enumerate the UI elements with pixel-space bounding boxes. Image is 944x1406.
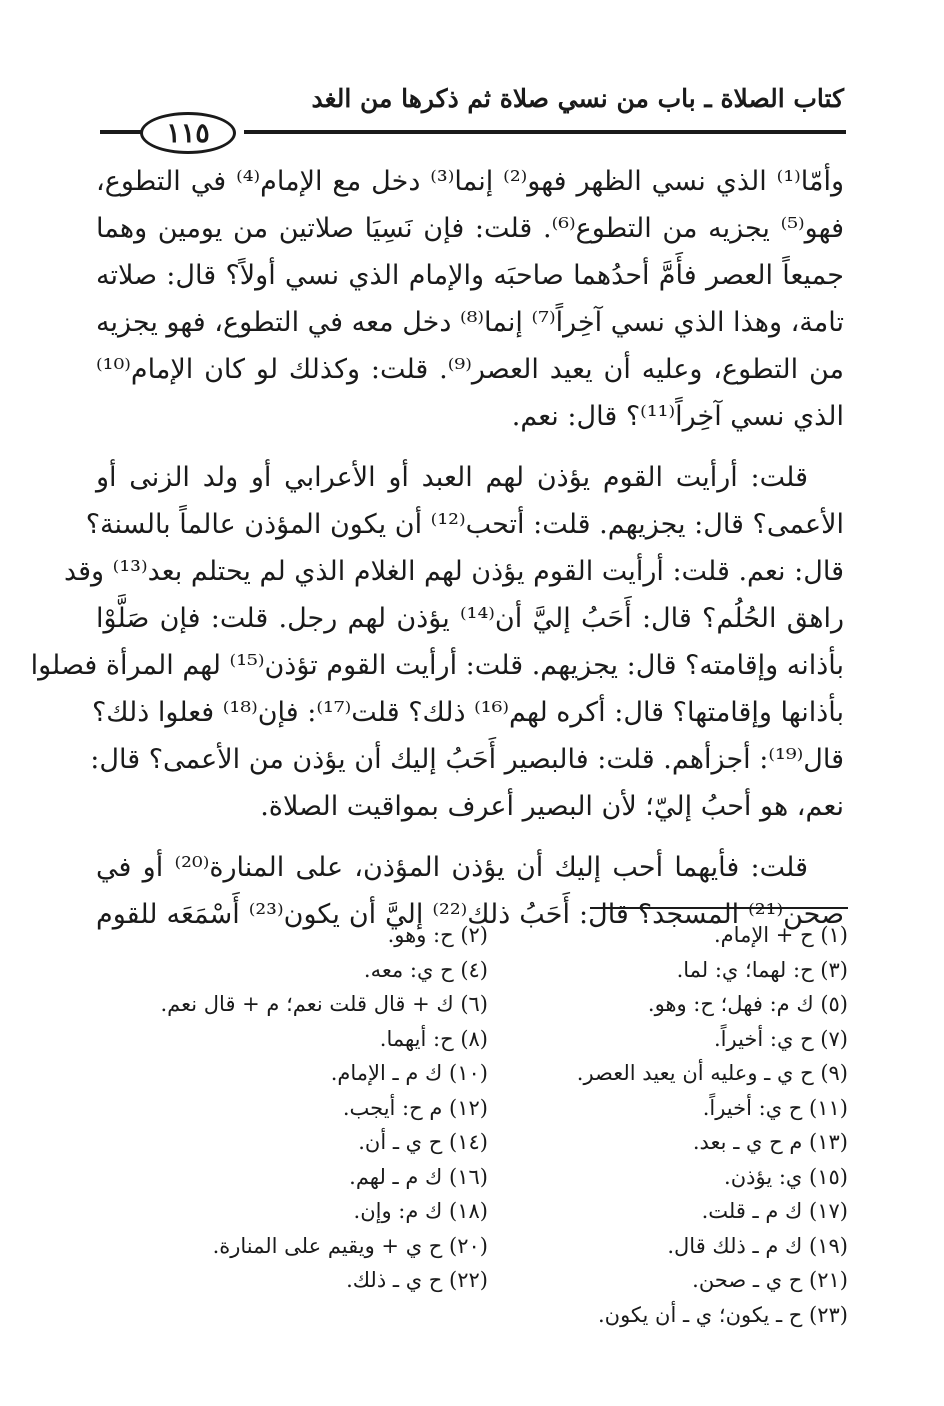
text-line: راهق الحُلُم؟ قال: أَحَبُ إليَّ أن⁽¹⁴⁾ يؤذن لهم رجل. قلت: فإن صَلَّوْا (96, 603, 844, 634)
text-line: الأعمى؟ قال: يجزيهم. قلت: أتحب⁽¹²⁾ أن يكون المؤذن عالماً بالسنة؟ (85, 509, 844, 540)
text-line: قلت: فأيهما أحب إليك أن يؤذن المؤذن، على المنارة⁽²⁰⁾ أو في (96, 852, 808, 883)
text-line: فهو⁽⁵⁾ يجزيه من التطوع⁽⁶⁾. قلت: فإن نَسِيَا صلاتين من يومين وهما (96, 213, 844, 244)
footnotes-left-column (148, 918, 488, 1298)
header-rule (244, 130, 846, 134)
paragraph-1 (96, 158, 844, 440)
footnote: (١٥) ي: يؤذن. (724, 1164, 848, 1189)
footnote: (٥) ك م: فهل؛ ح: وهو. (647, 992, 848, 1016)
footnote: (١٠) ك م ـ الإمام. (330, 1061, 488, 1085)
text-line: من التطوع، وعليه أن يعيد العصر⁽⁹⁾. قلت: وكذلك لو كان الإمام⁽¹⁰⁾ (96, 354, 844, 385)
footnote: (٢٣) ح ـ يكون؛ ي ـ أن يكون. (597, 1302, 848, 1327)
footnote: (١٧) ك م ـ قلت. (701, 1199, 848, 1223)
footnote: (٢٢) ح ي ـ ذلك. (346, 1268, 488, 1292)
footnote: (١) ح + الإمام. (714, 923, 848, 947)
text-line: نعم، هو أحبُ إليّ؛ لأن البصير أعرف بمواقيت الصلاة. (260, 791, 844, 822)
footnote: (٢٠) ح ي + ويقيم على المنارة. (212, 1233, 488, 1258)
text-line: صحن⁽²¹⁾ المسجد؟ قال: أَحَبُ ذلك⁽²²⁾ إليَّ أن يكون⁽²³⁾ أَسْمَعَه للقوم (96, 899, 844, 930)
footnote: (١٣) م ح ي ـ بعد. (692, 1130, 848, 1154)
footnote: (٩) ح ي ـ وعليه أن يعيد العصر. (576, 1061, 848, 1085)
text-line: قال⁽¹⁹⁾: أجزأهم. قلت: فالبصير أَحَبُ إليك أن يؤذن من الأعمى؟ قال: (90, 744, 844, 775)
running-head-title: كتاب الصلاة ـ باب من نسي صلاة ثم ذكرها من الغد (311, 84, 844, 113)
text-line: الذي نسي آخِراً⁽¹¹⁾؟ قال: نعم. (511, 401, 844, 432)
text-line: تامة، وهذا الذي نسي آخِراً⁽⁷⁾ إنما⁽⁸⁾ دخل معه في التطوع، فهو يجزيه (96, 307, 844, 338)
footnote: (٤) ح ي: معه. (363, 957, 488, 982)
paragraph-2 (30, 454, 844, 830)
footnote: (١١) ح ي: أخيراً. (702, 1095, 848, 1120)
footnote: (٢١) ح ي ـ صحن. (692, 1268, 848, 1292)
text-line: قلت: أرأيت القوم يؤذن لهم العبد أو الأعرابي أو ولد الزنى أو (96, 462, 808, 493)
text-line: بأذانه وإقامته؟ قال: يجزيهم. قلت: أرأيت القوم تؤذن⁽¹⁵⁾ لهم المرأة فصلوا (30, 650, 844, 681)
footnote: (٦) ك + قال قلت نعم؛ م + قال نعم. (160, 992, 488, 1016)
text-line: جميعاً العصر فأَمَّ أحدُهما صاحبَه والإمام الذي نسي أولاً؟ قال: صلاته (96, 260, 844, 291)
footnote: (٢) ح: وهو. (387, 923, 488, 947)
text-line: بأذانها وإقامتها؟ قال: أكره لهم⁽¹⁶⁾ ذلك؟ قلت⁽¹⁷⁾: فإن⁽¹⁸⁾ فعلوا ذلك؟ (91, 697, 844, 728)
footnotes-right-column (488, 918, 848, 1332)
footnote: (١٩) ك م ـ ذلك قال. (667, 1233, 848, 1258)
text-line: وأمّا⁽¹⁾ الذي نسي الظهر فهو⁽²⁾ إنما⁽³⁾ دخل مع الإمام⁽⁴⁾ في التطوع، (96, 166, 845, 197)
footnote: (١٤) ح ي ـ أن. (358, 1130, 488, 1154)
text-line: قال: نعم. قلت: أرأيت القوم يؤذن لهم الغلام الذي لم يحتلم بعد⁽¹³⁾ وقد (63, 556, 844, 587)
footnote: (٧) ح ي: أخيراً. (713, 1026, 848, 1051)
footnote: (٣) ح: لهما؛ ي: لما. (676, 957, 848, 982)
page-number-badge: ١١٥ (140, 112, 236, 154)
footnote-separator (590, 907, 848, 909)
footnote: (٨) ح: أيهما. (379, 1026, 488, 1051)
footnote: (١٦) ك م ـ لهم. (349, 1164, 488, 1189)
main-text (30, 158, 845, 952)
footnote: (١٢) م ح: أيجب. (342, 1095, 488, 1120)
footnote: (١٨) ك م: وإن. (353, 1199, 488, 1223)
